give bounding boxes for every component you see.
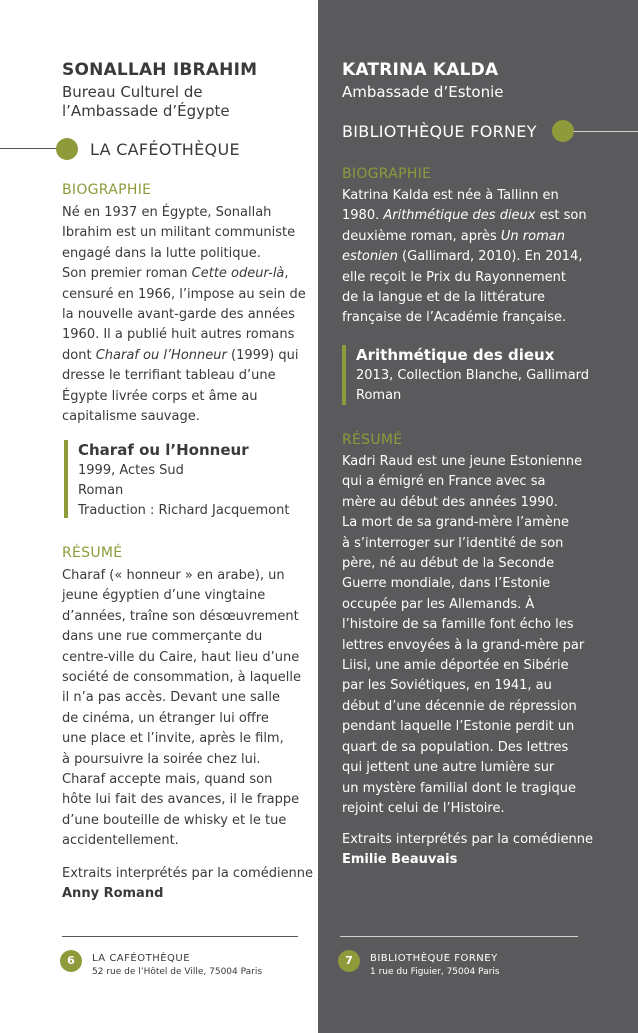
book-line: 1999, Actes Sud [78, 463, 184, 478]
bio-line: 1960. Il a publié huit autres romans [62, 327, 295, 343]
resume-line: Liisi, une amie déportée en Sibérie [342, 658, 569, 674]
footer-rule [62, 936, 298, 937]
book-line: Roman [356, 388, 402, 403]
footer-rule [340, 936, 578, 937]
bio-line: Né en 1937 en Égypte, Sonallah [62, 205, 272, 220]
resume-line: centre-ville du Caire, haut lieu d’une [62, 649, 300, 665]
bio-line: 1980. Arithmétique des dieux est son [342, 208, 587, 224]
bio-line: censuré en 1966, l’impose au sein de [62, 286, 306, 302]
author-name: SONALLAH IBRAHIM [62, 60, 258, 80]
resume-line: à s’interroger sur l’identité de son [342, 535, 564, 551]
resume-line: occupée par les Allemands. À [342, 596, 535, 612]
resume-heading: RÉSUMÉ [62, 545, 123, 561]
page-number: 7 [338, 950, 360, 972]
credit-line: Extraits interprétés par la comédienne [342, 832, 594, 847]
resume-line: Kadri Raud est une jeune Estonienne [342, 454, 583, 469]
resume-line: il n’a pas accès. Devant une salle [62, 690, 280, 706]
resume-line: Charaf accepte mais, quand son [62, 772, 273, 788]
resume-line: jeune égyptien d’une vingtaine [62, 588, 266, 604]
resume-line: quart de sa population. Des lettres [342, 739, 569, 755]
bio-heading: BIOGRAPHIE [62, 182, 152, 198]
bio-line: engagé dans la lutte politique. [62, 245, 261, 261]
venue-dot-icon [56, 138, 78, 160]
bio-line: dresse le terrifiant tableau d’une [62, 368, 276, 384]
resume-heading: RÉSUMÉ [342, 432, 403, 448]
venue-dot-icon [552, 120, 574, 142]
bio-line: Égypte livrée corps et âme au [62, 388, 258, 404]
resume-text [342, 452, 584, 819]
resume-line: de cinéma, un étranger lui offre [62, 710, 269, 726]
credit [342, 830, 593, 870]
book-line: Roman [78, 483, 124, 498]
resume-line: qui jettent une autre lumière sur [342, 760, 555, 776]
book-details [356, 366, 589, 406]
bio-text [62, 203, 306, 427]
bio-heading: BIOGRAPHIE [342, 166, 432, 182]
venue-rule [0, 148, 60, 149]
bio-line: Katrina Kalda est née à Tallinn en [342, 188, 559, 203]
bio-text [342, 186, 587, 329]
resume-line: début d’une décennie de répression [342, 698, 577, 714]
resume-line: dans une rue commerçante du [62, 629, 263, 645]
affiliation: Ambassade d’Estonie [342, 83, 504, 101]
footer-address: 52 rue de l’Hôtel de Ville, 75004 Paris [92, 967, 263, 977]
left-page [0, 0, 318, 1033]
resume-line: lettres envoyées à la grand-mère par [342, 637, 585, 653]
resume-line: Charaf (« honneur » en arabe), un [62, 568, 285, 583]
bio-line: Son premier roman Cette odeur-là, [62, 266, 289, 282]
book-line: Traduction : Richard Jacquemont [78, 503, 290, 518]
resume-line: rejoint celui de l’Histoire. [342, 800, 505, 816]
affiliation-line1: Bureau Culturel de [62, 83, 203, 101]
affiliation-line2: l’Ambassade d’Égypte [62, 102, 230, 120]
credit [62, 864, 313, 904]
footer-venue: BIBLIOTHÈQUE FORNEY [370, 953, 498, 964]
resume-line: par les Soviétiques, en 1941, au [342, 678, 552, 694]
book-box [342, 345, 589, 405]
right-page [318, 0, 638, 1033]
resume-line: une place et l’invite, après le film, [62, 731, 284, 747]
book-box [64, 440, 289, 518]
resume-line: mère au début des années 1990. [342, 494, 558, 510]
resume-line: pendant laquelle l’Estonie perdit un [342, 719, 575, 735]
resume-line: société de consommation, à laquelle [62, 670, 302, 686]
page-number: 6 [60, 950, 82, 972]
book-details [78, 461, 289, 521]
bio-line: estonien (Gallimard, 2010). En 2014, [342, 249, 583, 265]
bio-line: capitalisme sauvage. [62, 409, 200, 425]
author-name: KATRINA KALDA [342, 60, 499, 80]
bio-line: de la langue et de la littérature [342, 290, 545, 306]
book-line: 2013, Collection Blanche, Gallimard [356, 368, 590, 383]
resume-line: d’années, traîne son désœuvrement [62, 608, 299, 624]
book-title: Arithmétique des dieux [356, 346, 555, 364]
resume-line: hôte lui fait des avances, il le frappe [62, 792, 300, 808]
book-title: Charaf ou l’Honneur [78, 441, 249, 459]
resume-line: accidentellement. [62, 833, 179, 849]
footer-venue: LA CAFÉOTHÈQUE [92, 953, 191, 964]
credit-name: Anny Romand [62, 886, 164, 901]
resume-text [62, 566, 301, 852]
resume-line: d’une bouteille de whisky et le tue [62, 812, 287, 828]
bio-line: française de l’Académie française. [342, 310, 567, 326]
bio-line: deuxième roman, après Un roman [342, 228, 565, 244]
bio-line: dont Charaf ou l’Honneur (1999) qui [62, 347, 299, 363]
bio-line: la nouvelle avant-garde des années [62, 307, 295, 323]
credit-line: Extraits interprétés par la comédienne [62, 866, 314, 881]
bio-line: elle reçoit le Prix du Rayonnement [342, 269, 566, 285]
venue-name: LA CAFÉOTHÈQUE [90, 140, 240, 159]
venue-rule [574, 131, 638, 132]
bio-line: Ibrahim est un militant communiste [62, 225, 296, 241]
credit-name: Emilie Beauvais [342, 852, 458, 867]
resume-line: un mystère familial dont le tragique [342, 780, 576, 796]
resume-line: à poursuivre la soirée chez lui. [62, 751, 261, 767]
resume-line: La mort de sa grand-mère l’amène [342, 515, 569, 531]
footer-address: 1 rue du Figuier, 75004 Paris [370, 967, 500, 977]
resume-line: père, né au début de la Seconde [342, 556, 555, 572]
resume-line: l’histoire de sa famille font écho les [342, 617, 574, 633]
resume-line: qui a émigré en France avec sa [342, 474, 546, 490]
resume-line: Guerre mondiale, dans l’Estonie [342, 576, 551, 592]
venue-name: BIBLIOTHÈQUE FORNEY [342, 122, 537, 141]
